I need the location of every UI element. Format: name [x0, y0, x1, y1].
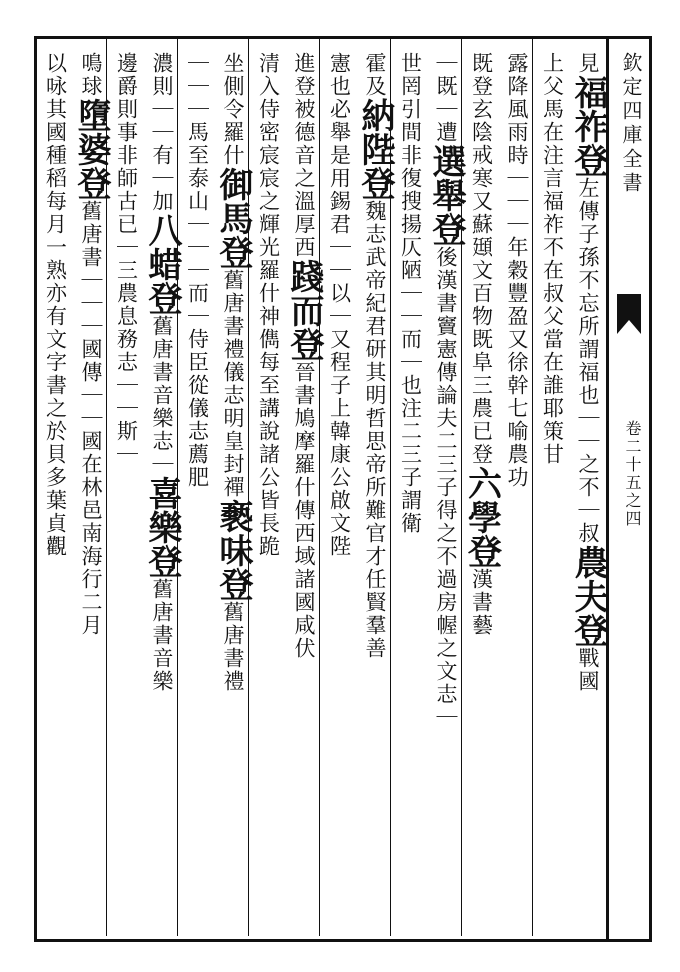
- column-text: 其國種稻每月一熟亦有文字書之於貝多葉貞觀: [43, 98, 68, 558]
- text-column: [568, 52, 608, 912]
- text-column: [355, 52, 395, 912]
- column-text: 舊唐書音樂志｜: [150, 315, 174, 476]
- headword: 納陛登: [355, 98, 395, 200]
- column-text: 邊爵則事非師古: [114, 52, 139, 213]
- column-text: 魏志武帝紀君研其明哲思帝所難官才任賢羣善: [363, 200, 387, 660]
- column-text: 至泰山｜｜｜而｜侍臣從: [185, 144, 210, 397]
- volume-number: 卷二十五之四: [623, 420, 642, 528]
- column-text: 戰國: [576, 647, 600, 693]
- column-text: 進登被德音之溫厚西: [292, 52, 316, 259]
- column-text: ｜既｜遭: [434, 52, 458, 144]
- column-text: 儀志薦肥: [185, 397, 210, 489]
- text-column: [178, 52, 214, 912]
- column-text: 鳴球: [79, 52, 103, 98]
- column-text: 晉書鳩摩羅什傳西域諸國咸伏: [292, 361, 316, 660]
- headword: 福祚登: [568, 75, 608, 177]
- column-text: 舊唐書禮儀志明皇封禪: [221, 269, 245, 499]
- column-text: 清入侍密宸宸之輝光: [256, 52, 281, 259]
- text-column: [36, 52, 72, 912]
- text-column: [533, 52, 569, 912]
- column-text: 左傳子孫不忘所謂福也｜｜之不｜叔: [576, 177, 600, 545]
- column-text: 濃則｜｜有｜加: [150, 52, 174, 213]
- column-text: 舊唐書音樂: [150, 578, 174, 693]
- column-text: 見: [576, 52, 600, 75]
- column-text: 羅什神儁每至講說諸公皆長跪: [256, 259, 281, 558]
- column-text: 上: [540, 52, 565, 75]
- text-column: [71, 52, 111, 912]
- column-text: 後漢書竇憲傳論夫二三子得之不過房幄之: [434, 246, 458, 660]
- column-text: 漢書藝: [469, 568, 494, 637]
- column-text: 已｜三農息務: [114, 213, 139, 351]
- column-text: 文志｜: [434, 660, 458, 729]
- headword: 選舉登: [426, 144, 466, 246]
- column-text: 霍及: [363, 52, 387, 98]
- text-column: [498, 52, 534, 912]
- headword: 墮婆登: [71, 98, 111, 200]
- fishtail-mark-icon: [617, 294, 641, 334]
- headword: 八蜡登: [142, 213, 182, 315]
- column-text: 策甘: [540, 420, 565, 466]
- text-column: [320, 52, 356, 912]
- headword: 踐而登: [284, 259, 324, 361]
- column-text: 露降風雨時｜｜｜年穀豐盈又徐幹七喻農功: [505, 52, 529, 489]
- headword: 六學登: [461, 466, 502, 568]
- column-text: 志｜｜斯｜: [114, 351, 139, 466]
- text-column: [142, 52, 182, 912]
- text-column: [213, 52, 253, 912]
- headword: 御馬登: [213, 167, 253, 269]
- headword: 農夫登: [568, 545, 608, 647]
- column-text: 世罔引: [398, 52, 423, 121]
- column-text: ｜｜｜馬: [185, 52, 210, 144]
- column-text: 間非復搜揚仄陋｜｜而｜也注二三子謂衛: [398, 121, 423, 535]
- text-column: [107, 52, 143, 912]
- column-text: 憲也: [327, 52, 352, 98]
- column-text: 必舉是用錫君｜｜以｜又程子上韓康公啟文陛: [327, 98, 352, 558]
- headword: 褻味登: [213, 499, 253, 601]
- book-title: 欽定四庫全書: [619, 52, 643, 196]
- text-column: [249, 52, 285, 912]
- text-column: [391, 52, 427, 912]
- column-text: 既登玄陰戒寒又蘇頲文百物既阜三農已登: [469, 52, 494, 466]
- text-column: [426, 52, 466, 912]
- column-text: 父馬在注言福祚不在叔父當在誰耶: [540, 75, 565, 420]
- headword: 喜樂登: [142, 476, 182, 578]
- text-column: [461, 52, 502, 912]
- column-text: 舊唐書禮: [221, 601, 245, 693]
- column-text: 舊唐書｜｜｜國傳｜｜國在林邑南海行二月: [79, 200, 103, 637]
- text-column: [284, 52, 324, 912]
- column-text: 以咏: [43, 52, 68, 98]
- column-text: 坐側令羅什: [221, 52, 245, 167]
